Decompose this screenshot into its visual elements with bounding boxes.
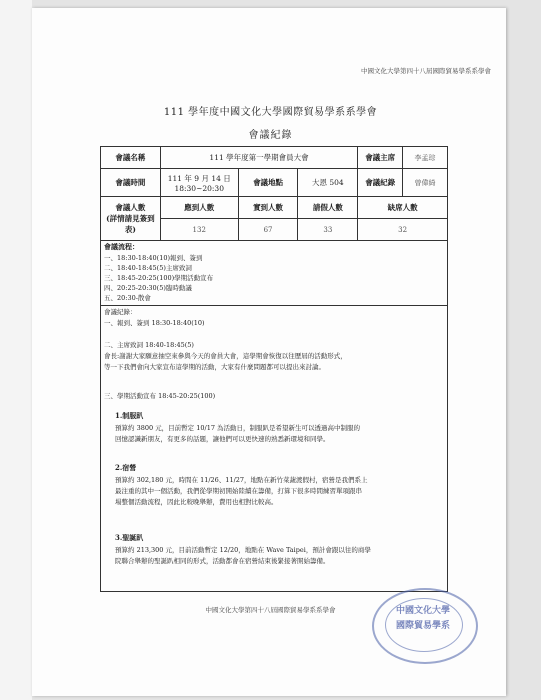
chair-value: 李孟琮 xyxy=(403,147,448,169)
recorder-value: 曾偉綺 xyxy=(403,169,448,197)
absent-count: 32 xyxy=(358,219,448,241)
activity-3-text: 預算約 213,300 元，目前活動暫定 12/20，地點在 Wave Taipei，預計會跟以往的商學 xyxy=(115,546,371,554)
attendance-label-note: (詳情請見簽到表) xyxy=(106,214,155,234)
seal-text: 國際貿易學系 xyxy=(395,621,450,631)
activity-2-text: 最注重的其中一個活動，我們從學期初開始陸續在籌備，打算下很多時間練習單項跟串 xyxy=(115,487,362,495)
attendance-label xyxy=(101,197,161,241)
meeting-time-value xyxy=(160,169,238,197)
section-3: 三、學期活動宣布 18:45-20:25(100) xyxy=(104,392,216,400)
process-item: 五、20:30-散會 xyxy=(104,294,151,302)
recorder-label: 會議紀錄 xyxy=(358,169,403,197)
activity-1-title: 1.制服趴 xyxy=(115,411,144,420)
process-item: 三、18:45-20:25(100)學期活動宣布 xyxy=(104,274,214,282)
meeting-date: 111 年 9 月 14 日 xyxy=(167,173,231,183)
leave-count: 33 xyxy=(298,219,358,241)
actual-label: 實到人數 xyxy=(238,197,298,219)
process-item: 四、20:25-20:30(5)臨時動議 xyxy=(104,284,192,292)
document-title: 111 學年度中國文化大學國際貿易學系系學會 xyxy=(163,107,378,118)
activity-2-title: 2.宿營 xyxy=(115,463,137,472)
expected-label: 應到人數 xyxy=(160,197,238,219)
process-title: 會議流程： xyxy=(104,242,139,251)
minutes-heading: 會議紀錄： xyxy=(104,308,137,316)
section-2: 二、主席致詞 18:40-18:45(5) xyxy=(104,341,194,349)
section-2-text: 會長:謝謝大家願意抽空來參與今天的會員大會，這學期會恢復以往歷屆的活動形式， xyxy=(104,352,347,360)
section-1: 一、報到、簽到 18:30-18:40(10) xyxy=(104,319,205,327)
meeting-info-table xyxy=(100,146,448,241)
location-label: 會議地點 xyxy=(238,169,298,197)
leave-label: 請假人數 xyxy=(298,197,358,219)
activity-3-text: 院聯合舉辦的聖誕趴相同的形式，活動都會在宿營結束後緊接著開始籌備。 xyxy=(115,557,330,565)
seal-text: 中國文化大學 xyxy=(395,606,450,616)
page-footer: 中國文化大學第四十八屆國際貿易學系系學會 xyxy=(205,606,336,614)
meeting-name-value: 111 學年度第一學期會員大會 xyxy=(160,147,357,169)
activity-1-text: 回憶認識新朋友，有更多的話題，讓他們可以更快速的熟悉新環境和同學。 xyxy=(115,435,330,443)
process-item: 一、18:30-18:40(10)報到、簽到 xyxy=(104,254,203,262)
activity-2-text: 場整個活動流程，因此比較晚舉辦，費用也相對比較高。 xyxy=(115,498,278,506)
activity-2-text: 預算約 302,180 元，時間在 11/26、11/27，地點在新竹菜蔬渡假村，宿營是我們系上 xyxy=(115,476,368,484)
process-section xyxy=(101,241,447,306)
meeting-time-label: 會議時間 xyxy=(101,169,161,197)
expected-count: 132 xyxy=(160,219,238,241)
meeting-name-label: 會議名稱 xyxy=(101,147,161,169)
activity-3-title: 3.聖誕趴 xyxy=(115,533,144,542)
actual-count: 67 xyxy=(238,219,298,241)
document-subtitle: 會議紀錄 xyxy=(248,130,293,141)
section-2-text: 等一下我們會向大家宣布這學期的活動，大家有什麼問題都可以提出來討論。 xyxy=(104,363,325,371)
absent-label: 缺席人數 xyxy=(358,197,448,219)
page-header: 中國文化大學第四十八屆國際貿易學系系學會 xyxy=(361,67,491,75)
meeting-hours: 18:30~20:30 xyxy=(174,183,224,193)
minutes-box xyxy=(100,240,448,592)
chair-label: 會議主席 xyxy=(358,147,403,169)
process-item: 二、18:40-18:45(5)主席致詞 xyxy=(104,264,192,272)
attendance-label-main: 會議人數 xyxy=(115,203,146,212)
location-value: 大恩 504 xyxy=(298,169,358,197)
activity-1-text: 預算約 3800 元，目前暫定 10/17 為活動日，制服趴是希望新生可以透過高中制服的 xyxy=(115,424,361,432)
